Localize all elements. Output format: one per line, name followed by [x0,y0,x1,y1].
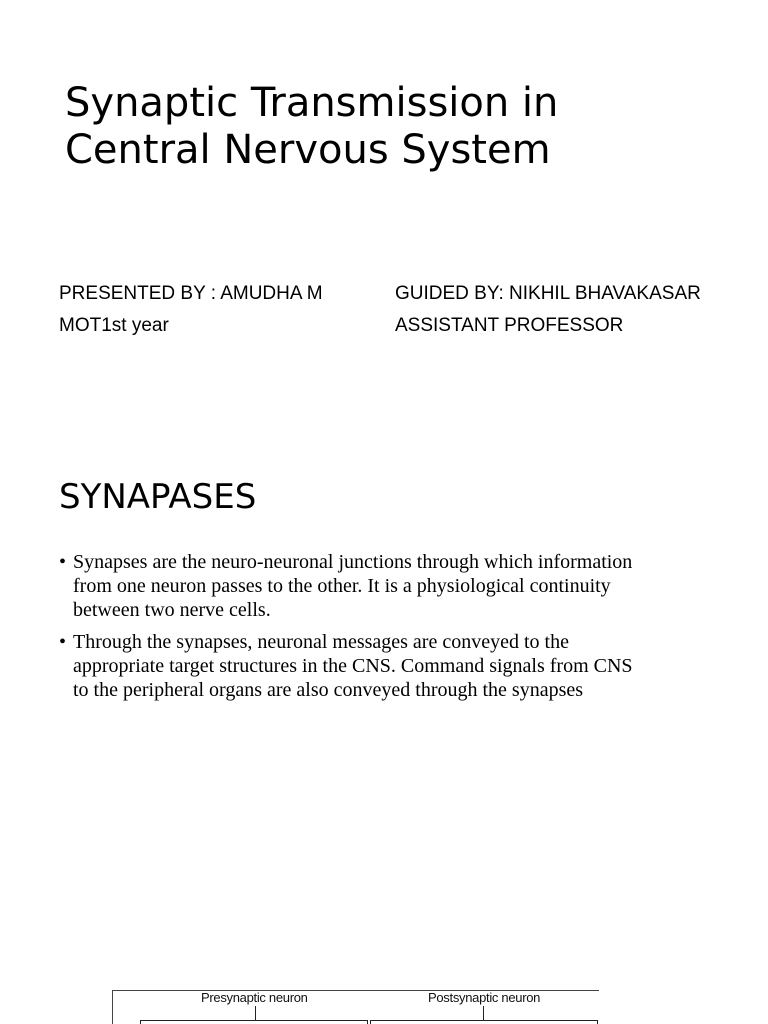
title-line: Synaptic Transmission in [65,80,559,126]
bullet-icon: • [59,551,67,573]
bullet-text-line: between two nerve cells. [73,599,271,621]
diagram-border [112,990,113,1024]
presenter-course: MOT1st year [59,315,169,336]
bullet-list [59,550,719,710]
bullet-text-line: to the peripheral organs are also conveyed through the synapses [73,679,584,701]
section-heading: SYNAPASES [59,477,257,517]
synapse-diagram-figure [112,990,599,1024]
connector-line [483,1006,484,1020]
guide-title: ASSISTANT PROFESSOR [395,315,624,336]
title-line: Central Nervous System [65,127,551,173]
presenter-name: PRESENTED BY : AMUDHA M [59,283,323,304]
bullet-item [59,630,719,702]
postsynaptic-label: Postsynaptic neuron [428,990,541,1005]
bullet-item [59,550,719,622]
bullet-text-line: Through the synapses, neuronal messages are conveyed to the [73,631,569,653]
guide-name: GUIDED BY: NIKHIL BHAVAKASAR [395,283,701,304]
bullet-text-line: Synapses are the neuro-neuronal junctions through which information [73,551,633,573]
bullet-text-line: appropriate target structures in the CNS. Command signals from CNS [73,655,633,677]
bullet-text-line: from one neuron passes to the other. It is a physiological continuity [73,575,611,597]
presentation-title [65,80,705,174]
presynaptic-label: Presynaptic neuron [201,990,308,1005]
postsynaptic-box [370,1020,598,1024]
connector-line [255,1006,256,1020]
guide-credit [395,278,701,342]
bullet-icon: • [59,631,67,653]
presynaptic-box [140,1020,368,1024]
presenter-credit [59,278,323,342]
